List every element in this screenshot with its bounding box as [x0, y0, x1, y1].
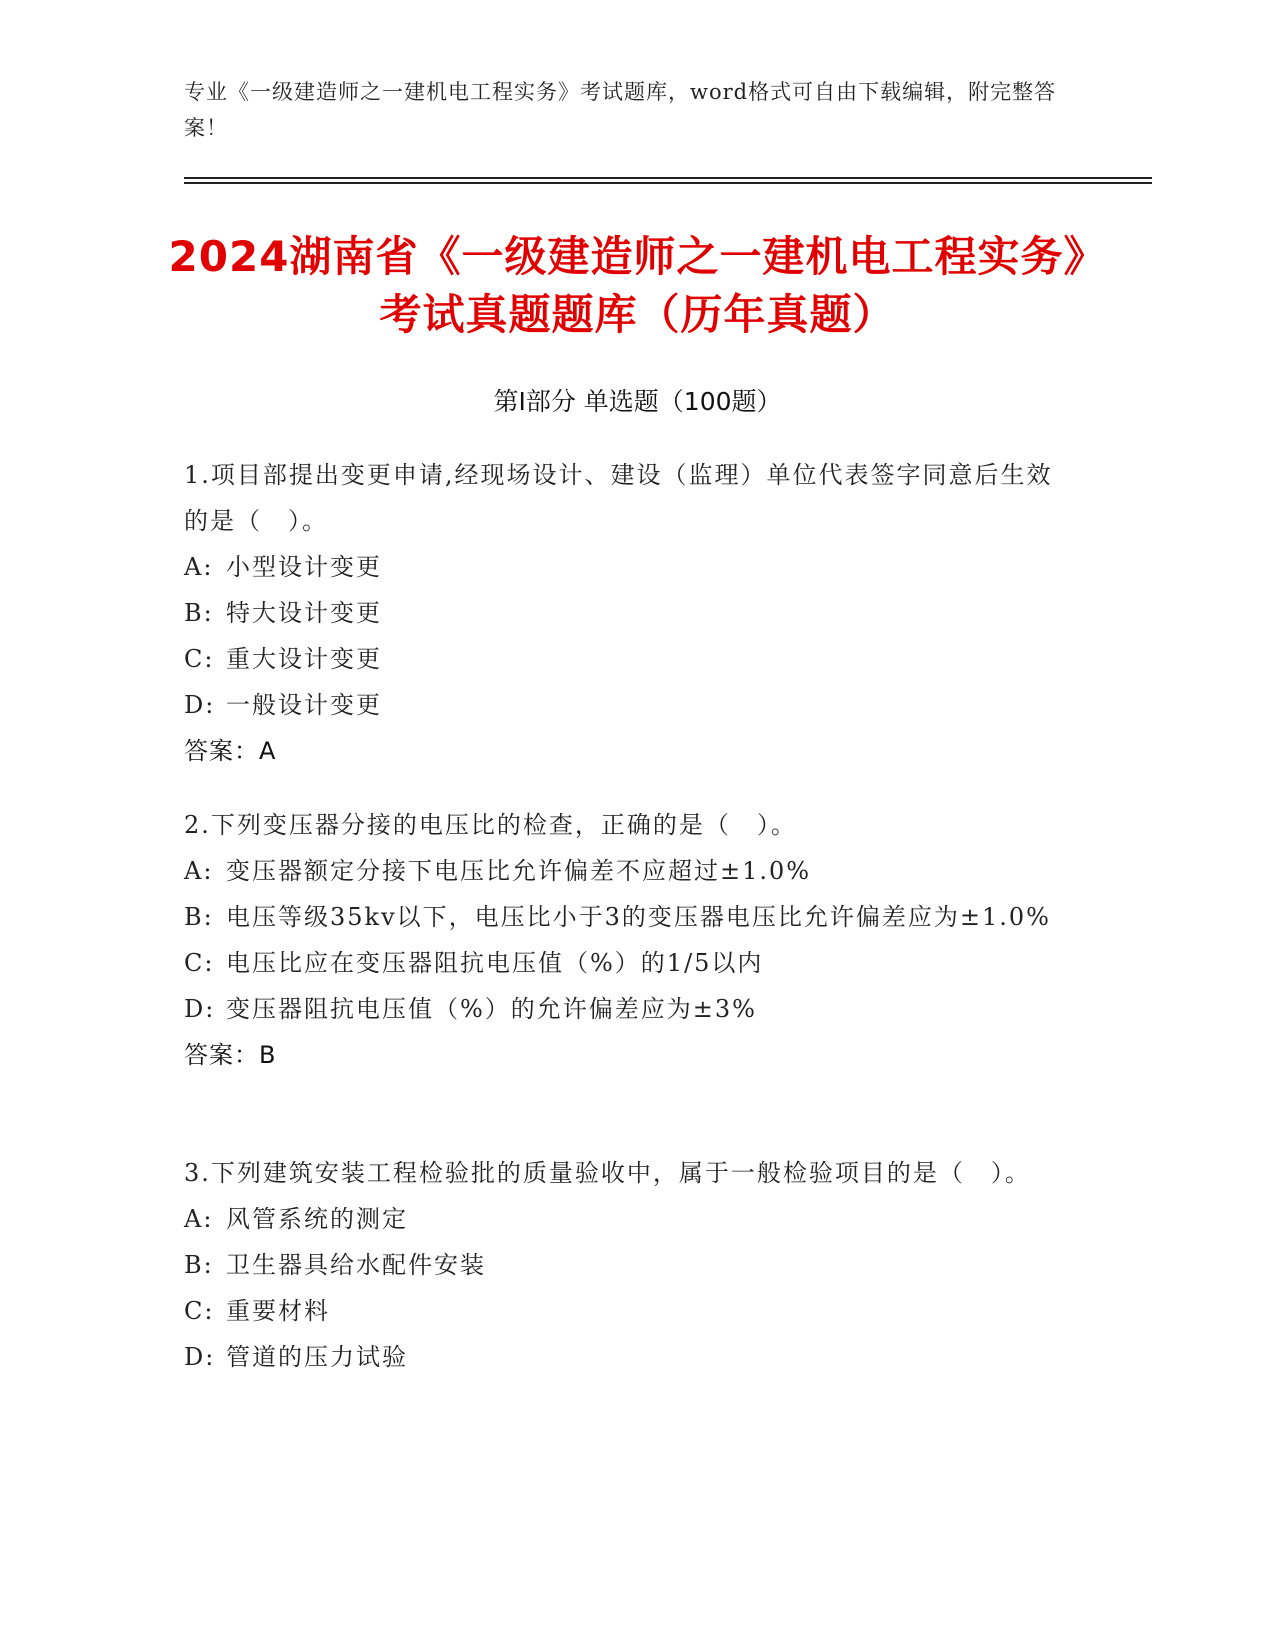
option-key: B: — [184, 903, 214, 931]
option-text: 电压等级35kv以下，电压比小于3的变压器电压比允许偏差应为±1.0% — [226, 903, 1051, 931]
header-divider-bottom — [184, 182, 1152, 184]
option-key: B: — [184, 599, 214, 627]
question-1 — [184, 452, 1064, 774]
option-text: 电压比应在变压器阻抗电压值（%）的1/5以内 — [226, 949, 764, 977]
option-key: C: — [184, 645, 215, 673]
option-key: A: — [184, 857, 214, 885]
option-text: 一般设计变更 — [226, 691, 382, 719]
option-key: D: — [184, 1343, 216, 1371]
option-a — [184, 1196, 1064, 1242]
section-heading: 第I部分 单选题（100题） — [493, 387, 782, 416]
option-key: C: — [184, 1297, 215, 1325]
question-stem: 3.下列建筑安装工程检验批的质量验收中，属于一般检验项目的是（ ）。 — [184, 1159, 1031, 1187]
question-stem: 1.项目部提出变更申请,经现场设计、建设（监理）单位代表签字同意后生效的是（ ）。 — [184, 461, 1053, 535]
option-c — [184, 940, 1064, 986]
option-text: 风管系统的测定 — [226, 1205, 408, 1233]
option-text: 管道的压力试验 — [226, 1343, 408, 1371]
option-key: A: — [184, 553, 214, 581]
option-text: 重要材料 — [226, 1297, 330, 1325]
option-text: 卫生器具给水配件安装 — [226, 1251, 486, 1279]
option-b — [184, 590, 1064, 636]
option-d — [184, 1334, 1064, 1380]
document-title: 2024湖南省《一级建造师之一建机电工程实务》考试真题题库（历年真题） — [168, 232, 1107, 339]
answer-label: 答案：B — [184, 1041, 277, 1069]
option-text: 特大设计变更 — [226, 599, 382, 627]
question-stem: 2.下列变压器分接的电压比的检查，正确的是（ ）。 — [184, 811, 797, 839]
option-key: D: — [184, 691, 216, 719]
option-b — [184, 894, 1064, 940]
option-text: 小型设计变更 — [226, 553, 382, 581]
option-text: 重大设计变更 — [226, 645, 382, 673]
option-c — [184, 636, 1064, 682]
option-key: D: — [184, 995, 216, 1023]
option-text: 变压器阻抗电压值（%）的允许偏差应为±3% — [226, 995, 757, 1023]
question-2 — [184, 802, 1064, 1078]
answer-label: 答案：A — [184, 737, 277, 765]
header-divider-top — [184, 177, 1152, 179]
option-key: C: — [184, 949, 215, 977]
option-a — [184, 544, 1064, 590]
option-a — [184, 848, 1064, 894]
option-d — [184, 682, 1064, 728]
option-c — [184, 1288, 1064, 1334]
option-key: A: — [184, 1205, 214, 1233]
header-note: 专业《一级建造师之一建机电工程实务》考试题库，word格式可自由下载编辑，附完整答案！ — [184, 80, 1057, 140]
question-3 — [184, 1150, 1064, 1380]
option-key: B: — [184, 1251, 214, 1279]
option-b — [184, 1242, 1064, 1288]
option-d — [184, 986, 1064, 1032]
option-text: 变压器额定分接下电压比允许偏差不应超过±1.0% — [226, 857, 812, 885]
